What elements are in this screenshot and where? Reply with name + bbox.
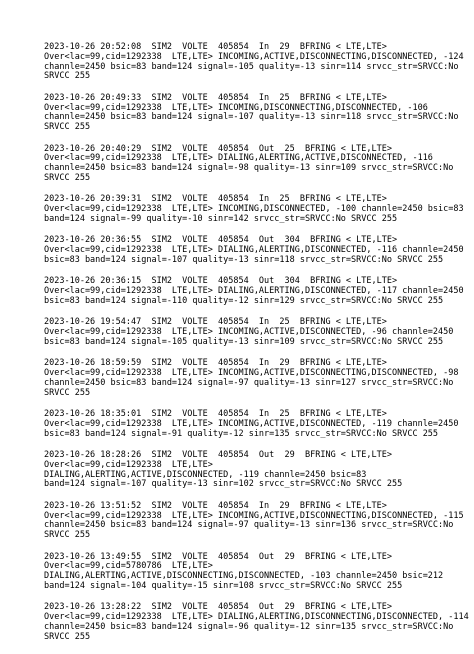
call-log-entry [44,551,444,592]
call-log-entry [44,194,464,224]
call-log [44,42,469,654]
entry-header-line: 2023-10-26 20:39:31 SIM2 VOLTE 405854 In 25 BFRING < LTE,LTE> [44,194,387,205]
call-log-entry [44,602,469,642]
entry-detail-line: channle=2450 bsic=83 band=124 signal=-97 quality=-13 sinr=136 srvcc_str=SRVCC:No [44,520,454,531]
entry-detail-line: band=124 signal=-99 quality=-10 sinr=142 srvcc_str=SRVCC:No SRVCC 255 [44,213,398,224]
entry-detail-line: DIALING,ALERTING,ACTIVE,DISCONNECTING,DISCONNECTED, -103 channle=2450 bsic=212 [44,571,444,582]
call-log-entry [44,276,464,306]
entry-detail-line: Over<lac=99,cid=1292338 LTE,LTE> INCOMING,ACTIVE,DISCONNECTED, -119 channle=2450 [44,418,459,429]
entry-detail-line: SRVCC 255 [44,530,91,541]
entry-header-line: 2023-10-26 13:49:55 SIM2 VOLTE 405854 Out 29 BFRING < LTE,LTE> [44,551,392,562]
entry-header-line: 2023-10-26 13:51:52 SIM2 VOLTE 405854 In 29 BFRING < LTE,LTE> [44,500,387,511]
entry-detail-line: channle=2450 bsic=83 band=124 signal=-98 quality=-13 sinr=109 srvcc_str=SRVCC:No [44,163,454,174]
entry-detail-line: channle=2450 bsic=83 band=124 signal=-96 quality=-12 sinr=135 srvcc_str=SRVCC:No [44,621,454,632]
entry-detail-line: bsic=83 band=124 signal=-107 quality=-13 sinr=118 srvcc_str=SRVCC:No SRVCC 255 [44,254,444,265]
call-log-entry [44,317,454,347]
entry-detail-line: Over<lac=99,cid=1292338 LTE,LTE> INCOMING,ACTIVE,DISCONNECTING,DISCONNECTED, -124 [44,51,464,62]
call-log-entry [44,409,459,439]
entry-detail-line: bsic=83 band=124 signal=-91 quality=-12 sinr=135 srvcc_str=SRVCC:No SRVCC 255 [44,428,439,439]
entry-detail-line: Over<lac=99,cid=1292338 LTE,LTE> INCOMING,ACTIVE,DISCONNECTING,DISCONNECTED, -115 [44,510,464,521]
call-log-entry [44,358,459,398]
entry-detail-line: Over<lac=99,cid=1292338 LTE,LTE> INCOMING,DISCONNECTED, -100 channle=2450 bsic=83 [44,204,464,215]
entry-detail-line: Over<lac=99,cid=1292338 LTE,LTE> DIALING,ALERTING,DISCONNECTED, -116 channle=2450 [44,245,464,256]
entry-header-line: 2023-10-26 20:52:08 SIM2 VOLTE 405854 In 29 BFRING < LTE,LTE> [44,42,387,52]
entry-header-line: 2023-10-26 20:40:29 SIM2 VOLTE 405854 Out 25 BFRING < LTE,LTE> [44,143,392,154]
entry-detail-line: DIALING,ALERTING,ACTIVE,DISCONNECTED, -119 channle=2450 bsic=83 [44,469,367,480]
entry-header-line: 2023-10-26 18:28:26 SIM2 VOLTE 405854 Out 29 BFRING < LTE,LTE> [44,450,392,461]
entry-header-line: 2023-10-26 19:54:47 SIM2 VOLTE 405854 In 25 BFRING < LTE,LTE> [44,317,387,328]
entry-detail-line: Over<lac=99,cid=1292338 LTE,LTE> DIALING,ALERTING,DISCONNECTED, -117 channle=2450 [44,286,464,297]
entry-header-line: 2023-10-26 20:36:55 SIM2 VOLTE 405854 Out 304 BFRING < LTE,LTE> [44,235,398,246]
entry-header-line: 2023-10-26 13:28:22 SIM2 VOLTE 405854 Out 29 BFRING < LTE,LTE> [44,602,392,613]
entry-detail-line: channle=2450 bsic=83 band=124 signal=-97 quality=-13 sinr=127 srvcc_str=SRVCC:No [44,377,454,388]
entry-detail-line: SRVCC 255 [44,387,91,398]
call-log-entry [44,500,464,541]
entry-detail-line: channle=2450 bsic=83 band=124 signal=-107 quality=-13 sinr=118 srvcc_str=SRVCC:No [44,112,459,123]
entry-detail-line: SRVCC 255 [44,71,91,82]
entry-header-line: 2023-10-26 18:35:01 SIM2 VOLTE 405854 In 25 BFRING < LTE,LTE> [44,409,387,420]
entry-detail-line: Over<lac=99,cid=1292338 LTE,LTE> INCOMING,DISCONNECTING,DISCONNECTED, -106 [44,102,428,113]
entry-detail-line: band=124 signal=-104 quality=-15 sinr=108 srvcc_str=SRVCC:No SRVCC 255 [44,581,403,591]
entry-detail-line: Over<lac=99,cid=1292338 LTE,LTE> [44,459,213,470]
entry-detail-line: Over<lac=99,cid=5780786 LTE,LTE> [44,561,213,572]
entry-detail-line: bsic=83 band=124 signal=-110 quality=-12 sinr=129 srvcc_str=SRVCC:No SRVCC 255 [44,295,444,306]
entry-header-line: 2023-10-26 20:36:15 SIM2 VOLTE 405854 Out 304 BFRING < LTE,LTE> [44,276,398,287]
entry-detail-line: SRVCC 255 [44,122,91,133]
entry-detail-line: SRVCC 255 [44,172,91,183]
call-log-entry [44,143,454,184]
call-log-entry [44,92,459,133]
entry-header-line: 2023-10-26 20:49:33 SIM2 VOLTE 405854 In 25 BFRING < LTE,LTE> [44,92,387,103]
entry-detail-line: Over<lac=99,cid=1292338 LTE,LTE> DIALING,ALERTING,ACTIVE,DISCONNECTED, -116 [44,153,433,164]
entry-detail-line: SRVCC 255 [44,631,91,642]
entry-detail-line: band=124 signal=-107 quality=-13 sinr=102 srvcc_str=SRVCC:No SRVCC 255 [44,479,403,490]
call-log-entry [44,235,464,265]
entry-detail-line: Over<lac=99,cid=1292338 LTE,LTE> INCOMING,ACTIVE,DISCONNECTING,DISCONNECTED, -98 [44,368,459,379]
call-log-entry [44,451,439,490]
call-log-entry [44,42,464,82]
entry-detail-line: bsic=83 band=124 signal=-105 quality=-13 sinr=109 srvcc_str=SRVCC:No SRVCC 255 [44,336,444,347]
entry-detail-line: Over<lac=99,cid=1292338 LTE,LTE> DIALING,ALERTING,DISCONNECTING,DISCONNECTED, -114 [44,612,469,623]
entry-header-line: 2023-10-26 18:59:59 SIM2 VOLTE 405854 In 29 BFRING < LTE,LTE> [44,358,387,369]
entry-detail-line: Over<lac=99,cid=1292338 LTE,LTE> INCOMING,ACTIVE,DISCONNECTED, -96 channle=2450 [44,327,454,338]
entry-detail-line: channle=2450 bsic=83 band=124 signal=-105 quality=-13 sinr=114 srvcc_str=SRVCC:No [44,61,459,72]
